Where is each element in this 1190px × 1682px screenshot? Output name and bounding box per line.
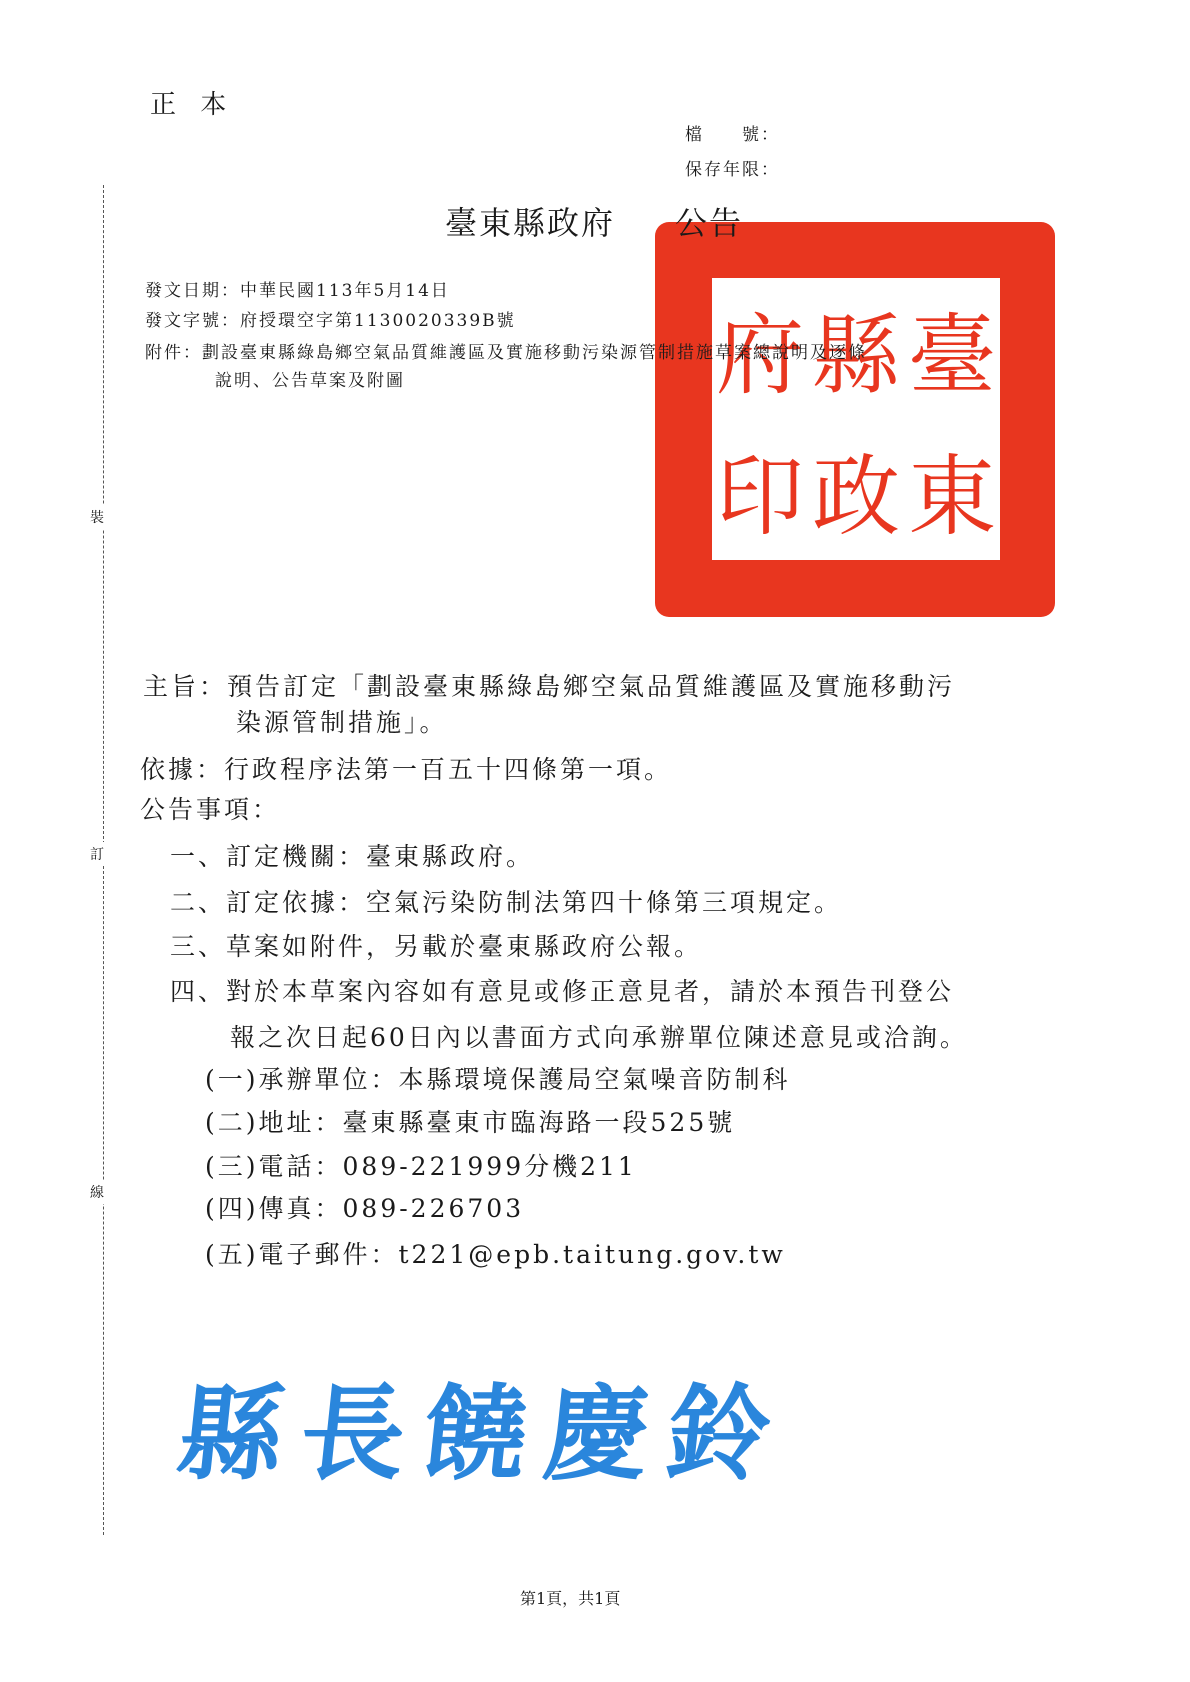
subject-line: 染源管制措施」。 [236,708,448,737]
retention-label: 保存年限： [685,160,780,180]
copy-mark: 正 本 [150,90,235,120]
seal-char: 府 [716,303,805,407]
seal-char: 印 [716,444,805,548]
issue-date: 發文日期：中華民國113年5月14日 [145,281,450,301]
binding-label: 訂 [90,842,104,866]
basis: 依據：行政程序法第一百五十四條第一項。 [140,755,673,784]
seal-char: 縣 [812,303,901,407]
title-org: 臺東縣政府 [445,204,616,242]
seal-char: 政 [812,444,901,548]
subject-line: 主旨：預告訂定「劃設臺東縣綠島鄉空氣品質維護區及實施移動污 [143,672,956,701]
notice-item: 四、對於本草案內容如有意見或修正意見者，請於本預告刊登公 [170,977,955,1006]
binding-label: 裝 [90,505,104,529]
official-seal [655,222,1055,617]
file-number-label: 檔 號： [685,125,780,145]
contact-item: (一)承辦單位：本縣環境保護局空氣噪音防制科 [205,1065,791,1094]
title-type: 公告 [675,204,744,242]
binding-label: 線 [90,1180,104,1204]
contact-item: (四)傳真：089-226703 [205,1194,525,1223]
notice-item: 一、訂定機關：臺東縣政府。 [170,842,535,871]
seal-char: 東 [908,444,997,548]
contact-item: (三)電話：089-221999分機211 [205,1152,637,1181]
page-number: 第1頁，共1頁 [520,1589,621,1608]
document-number: 發文字號：府授環空字第1130020339B號 [145,311,516,331]
notice-item: 二、訂定依據：空氣污染防制法第四十條第三項規定。 [170,888,843,917]
items-heading: 公告事項： [140,795,281,824]
magistrate-signature: 縣長饒慶鈴 [172,1372,796,1495]
contact-item: (五)電子郵件：t221@epb.taitung.gov.tw [205,1240,786,1269]
seal-char: 臺 [908,303,997,407]
notice-item: 三、草案如附件，另載於臺東縣政府公報。 [170,932,703,961]
contact-item: (二)地址：臺東縣臺東市臨海路一段525號 [205,1108,736,1137]
attachment-line: 附件：劃設臺東縣綠島鄉空氣品質維護區及實施移動污染源管制措施草案總說明及逐條 [145,343,867,363]
attachment-line: 說明、公告草案及附圖 [215,371,405,391]
notice-item: 報之次日起60日內以書面方式向承辦單位陳述意見或洽詢。 [230,1023,968,1052]
